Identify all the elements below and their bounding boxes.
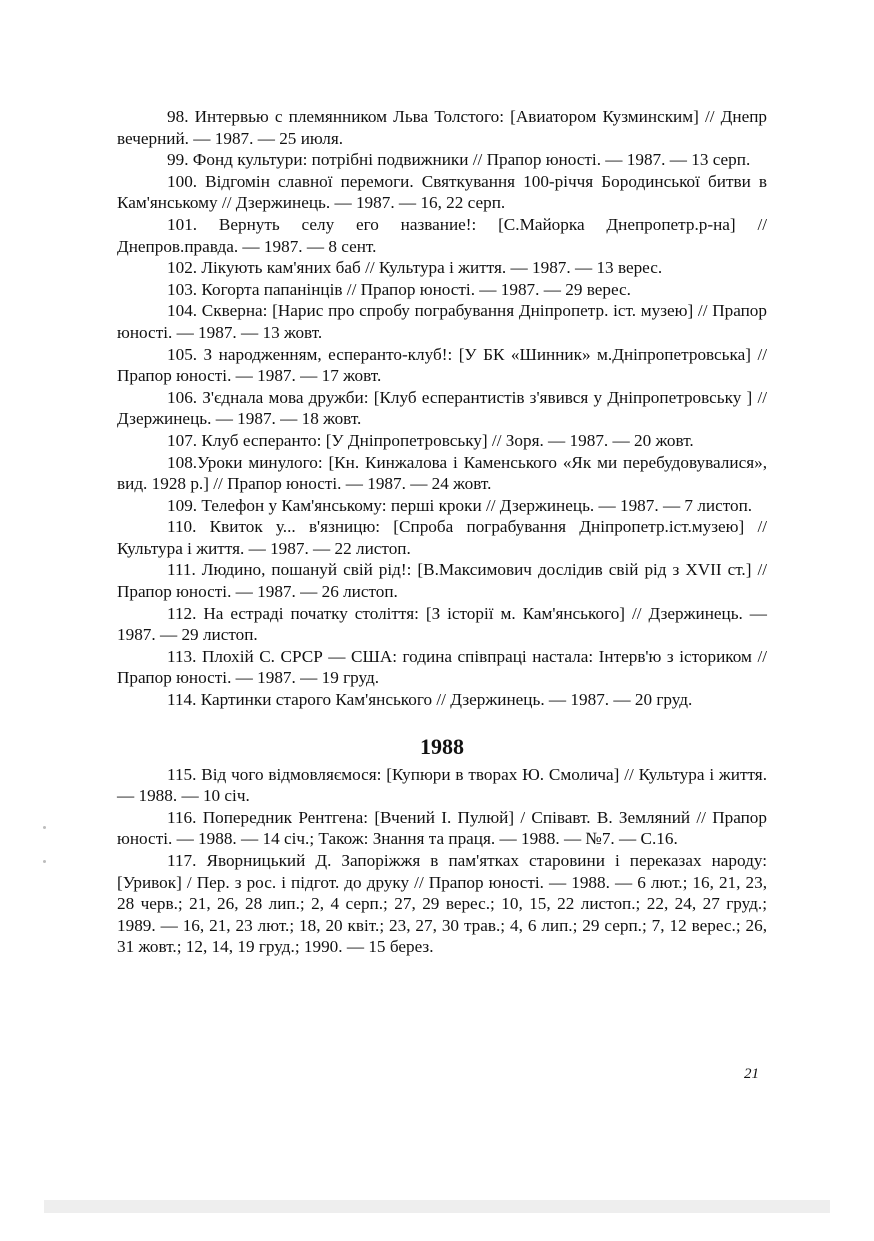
- scan-speck: [43, 860, 46, 863]
- year-heading: 1988: [420, 733, 464, 759]
- bibliography-entry: 111. Людино, пошануй свій рід!: [В.Максимович дослідив свій рід з XVII ст.] // Прапор юності. — 1987. — 26 листоп.: [117, 560, 767, 602]
- bibliography-entry: 99. Фонд культури: потрібні подвижники // Прапор юності. — 1987. — 13 серп.: [167, 150, 751, 170]
- bibliography-entry: 108.Уроки минулого: [Кн. Кинжалова і Каменського «Як ми перебудовувалися», вид. 1928 р.] // Прапор юності. — 1987. — 24 жовт.: [117, 452, 767, 494]
- bibliography-entry: 112. На естраді початку століття: [З історії м. Кам'янського] // Дзержинець. — 1987. — 29 листоп.: [117, 603, 767, 645]
- bibliography-entry: 115. Від чого відмовляємося: [Купюри в творах Ю. Смолича] // Культура і життя. — 1988. — 10 січ.: [117, 764, 767, 806]
- bibliography-entry: 107. Клуб есперанто: [У Дніпропетровську] // Зоря. — 1987. — 20 жовт.: [167, 430, 694, 450]
- bibliography-entry: 106. З'єднала мова дружби: [Клуб есперантистів з'явився у Дніпропетровську ] // Дзержинець. — 1987. — 18 жовт.: [117, 387, 767, 429]
- bibliography-entry: 101. Вернуть селу его название!: [С.Майорка Днепропетр.р-на] // Днепров.правда. — 1987. — 8 сент.: [117, 214, 767, 256]
- entries-1988: [117, 764, 767, 958]
- bibliography-entry: 98. Интервью с племянником Льва Толстого: [Авиатором Кузминским] // Днепр вечерний. — 1987. — 25 июля.: [117, 107, 767, 148]
- scan-speck: [43, 826, 46, 829]
- bibliography-entry: 113. Плохій С. СРСР — США: година співпраці настала: Інтерв'ю з істориком // Прапор юності. — 1987. — 19 груд.: [117, 646, 767, 688]
- entries-1987: [117, 106, 767, 711]
- page-number: 21: [744, 1066, 759, 1082]
- bibliography-entry: 110. Квиток у... в'язницю: [Спроба пограбування Дніпропетр.іст.музею] // Культура і життя. — 1987. — 22 листоп.: [117, 517, 767, 558]
- bibliography-entry: 105. З народженням, есперанто-клуб!: [У БК «Шинник» м.Дніпропетровська] // Прапор юності. — 1987. — 17 жовт.: [117, 344, 767, 386]
- bibliography-entry: 102. Лікують кам'яних баб // Культура і життя. — 1987. — 13 верес.: [167, 258, 663, 278]
- bibliography-entry: 117. Яворницький Д. Запоріжжя в пам'ятках старовини і переказах народу: [Уривок] / Пер. з рос. і підгот. до друку // Прапор юності. — 1988. — 6 лют.; 16, 21, 23, 28 черв.; 21, 26, 28 лип.; 2, 4 серп.; 27, 29 верес.; 10, 15, 22 листоп.; 22, 24, 27 груд.; 1989. — 16, 21, 23 лют.; 18, 20 квіт.; 23, 27, 30 трав.; 4, 6 лип.; 29 серп.; 7, 12 верес.; 26, 31 жовт.; 12, 14, 19 груд.; 1990. — 15 берез.: [117, 851, 767, 957]
- bibliography-entry: 104. Скверна: [Нарис про спробу пограбування Дніпропетр. іст. музею] // Прапор юності. — 1987. — 13 жовт.: [117, 301, 767, 342]
- scan-edge-band: [44, 1200, 830, 1213]
- bibliography-entry: 116. Попередник Рентгена: [Вчений І. Пулюй] / Співавт. В. Земляний // Прапор юності. — 1988. — 14 січ.; Також: Знання та праця. — 1988. — №7. — С.16.: [117, 807, 767, 849]
- bibliography-entry: 100. Відгомін славної перемоги. Святкування 100-річчя Бородинської битви в Кам'янському // Дзержинець. — 1987. — 16, 22 серп.: [117, 171, 767, 213]
- bibliography-entry: 103. Когорта папанінців // Прапор юності. — 1987. — 29 верес.: [167, 279, 631, 299]
- bibliography-entry: 114. Картинки старого Кам'янського // Дзержинець. — 1987. — 20 груд.: [167, 690, 693, 710]
- bibliography-text: [117, 106, 767, 958]
- bibliography-entry: 109. Телефон у Кам'янському: перші кроки // Дзержинець. — 1987. — 7 листоп.: [167, 495, 753, 515]
